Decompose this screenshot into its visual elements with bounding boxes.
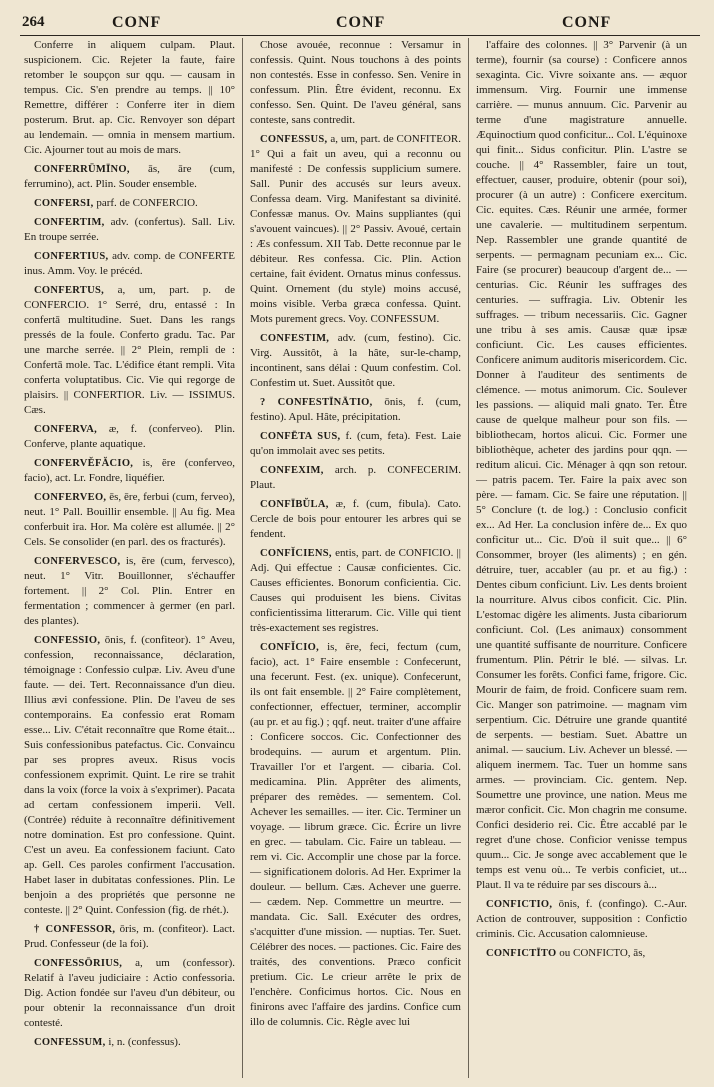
entry-definition: i, n. (confessus). <box>108 1036 181 1048</box>
entry-definition: a, um, part. p. de CONFERCIO. 1° Serré, dru, entassé : In confertā multitudine. Suet. Dans les rangs pressés de la foule. Conferto gradu. Tac. Par une marche serrée. || 2° Plein, rempli de : Confertā mole. Tac. L'édifice étant rempli. Vita conferta voluptatibus. Cic. Vie qui regorge de plaisirs. || CONFERTIOR. Liv. — ISSIMUS. Cæs. <box>24 284 235 416</box>
dictionary-entry <box>250 331 461 391</box>
dictionary-entry <box>250 429 461 459</box>
entry-definition: f. (cum, feta). Fest. Laie qu'on immolait avec ses petits. <box>250 430 461 457</box>
entry-headword: CONFERSI, <box>34 198 94 209</box>
column-divider <box>242 38 243 1078</box>
dictionary-entry <box>250 546 461 636</box>
entry-definition: arch. p. CONFECERIM. Plaut. <box>250 464 461 491</box>
running-head-center: CONF <box>336 14 386 31</box>
entry-headword: CONFERTIM, <box>34 217 105 228</box>
entry-definition: adv. (confertus). Sall. Liv. En troupe serrée. <box>24 216 235 243</box>
dictionary-entry <box>24 490 235 550</box>
column-divider <box>468 38 469 1078</box>
entry-headword: CONFERVA, <box>34 424 98 435</box>
dictionary-entry <box>24 283 235 418</box>
entry-headword: CONFĪBŬLA, <box>260 499 329 510</box>
entry-definition: æ, f. (conferveo). Plin. Conferve, plante aquatique. <box>24 423 235 450</box>
entry-headword: CONFERVESCO, <box>34 556 121 567</box>
page-number: 264 <box>22 14 45 30</box>
entry-definition: a, um (confessor). Relatif à l'aveu judiciaire : Actio confessoria. Dig. Action fondée sur l'aveu d'un débiteur, ou pour obtenir la reconnaissance d'un droit contesté. <box>24 957 235 1029</box>
entry-definition: Chose avouée, reconnue : Versamur in confessis. Quint. Nous touchons à des points non contestés. Esse in confesso. Sen. Venire in confessum. Plin. Être évident, reconnu. Ex confesso. Sen. Quint. De l'aveu général, sans conteste, sans contredit. <box>250 39 461 126</box>
entry-headword: ? CONFESTĪNĀTIO, <box>260 397 373 408</box>
dictionary-entry <box>250 38 461 128</box>
column-2 <box>250 38 461 1078</box>
entry-headword: CONFESSŌRIUS, <box>34 958 123 969</box>
dictionary-entry <box>24 922 235 952</box>
entry-headword: CONFERRŪMĪNO, <box>34 164 130 175</box>
dictionary-entry <box>476 946 687 961</box>
entry-headword: CONFICTĪTO <box>486 948 557 959</box>
entry-headword: CONFERTUS, <box>34 285 105 296</box>
dictionary-entry <box>24 456 235 486</box>
dictionary-entry <box>250 395 461 425</box>
entry-headword: CONFERVEO, <box>34 492 107 503</box>
entry-headword: CONFĬCIENS, <box>260 548 332 559</box>
entry-definition: ou CONFICTO, ās, <box>559 947 646 959</box>
entry-definition: ēs, ēre, ferbui (cum, ferveo), neut. 1° Pall. Bouillir ensemble. || Au fig. Mea conferbuit ira. Hor. Ma colère est allumée. || 2° Cels. Se consolider (en parl. des os fracturés). <box>24 491 235 548</box>
entry-headword: † CONFESSOR, <box>34 924 116 935</box>
entry-headword: CONFEXIM, <box>260 465 324 476</box>
dictionary-entry <box>24 422 235 452</box>
dictionary-entry <box>24 249 235 279</box>
dictionary-entry <box>24 38 235 158</box>
column-3 <box>476 38 687 1078</box>
dictionary-entry <box>476 897 687 942</box>
header-rule <box>20 35 700 36</box>
entry-headword: CONFESSIO, <box>34 635 101 646</box>
entry-definition: adv. comp. de CONFERTE inus. Amm. Voy. le précéd. <box>24 250 235 277</box>
entry-definition: is, ĕre (cum, fervesco), neut. 1° Vitr. Bouillonner, s'échauffer fortement. || 2° Col. Plin. Entrer en fermentation ; commencer à germer (en parl. des plantes). <box>24 555 235 627</box>
dictionary-entry <box>250 132 461 327</box>
column-1 <box>24 38 235 1078</box>
running-head-left: CONF <box>112 14 162 31</box>
page-header <box>0 6 714 36</box>
dictionary-entry <box>250 497 461 542</box>
entry-definition: ōnis, f. (confiteor). 1° Aveu, confession, reconnaissance, déclaration, témoignage : Confessio culpæ. Liv. Aveu d'une faute. — dei. Tert. Reconnaissance d'un dieu. Illius ævi confessione. Plin. De l'aveu de ses contemporains. Ea confessio erat Romam esse... Liv. C'était reconnaître que Rome était... Suis confessionibus patefactus. Cic. Convaincu par ses propres aveux. Risus vocis confessionem exprimit. Quint. Le rire se trahit dans la voix (force la voix à s'exprimer). Pacata ad certam confessionem imperii. Vell. (Contrée) réduite à reconnaître définitivement notre domination. Est pro confessione. Quint. C'est un aveu. Ea confessionem faciunt. Cato ap. Gell. Ces paroles confirment l'accusation. Habet laser in dubitatas confessiones. Plin. Le benjoin a des propriétés que personne ne conteste. || 2° Quint. Confession (fig. de rhét.). <box>24 634 235 916</box>
dictionary-entry <box>250 463 461 493</box>
dictionary-entry <box>250 640 461 1030</box>
dictionary-entry <box>24 196 235 211</box>
entry-definition: is, ĕre, feci, fectum (cum, facio), act. 1° Faire ensemble : Confecerunt, una fecerunt. Fest. (ex. unique). Confecerunt, ils ont fait ensemble. || 2° Faire complètement, confectionner, effectuer, terminer, accomplir (au pr. et au fig.) ; qqf. neut. traiter d'une affaire : Conficere soccos. Cic. Confectionner des brodequins. — aurum et argentum. Plin. Travailler l'or et l'argent. — cibaria. Col. medicamina. Plin. Apprêter des aliments, préparer des remèdes. — sementem. Col. Achever les semailles. — iter. Cic. Terminer un voyage. — librum græce. Cic. Écrire un livre en grec. — tabulam. Cic. Faire un tableau. — rem vi. Cic. Accomplir une chose par la force. — significationem doloris. Ad Her. Exprimer la douleur. — bellum. Cæs. Achever une guerre. — cædem. Nep. Commettre un meurtre. — mandata. Cic. Sall. Exécuter des ordres, s'acquitter d'une mission. — nuptias. Ter. Suet. Célébrer des noces. — pactiones. Cic. Faire des traités, des conventions. Præco conficit pretium. Cic. Le crieur arrête le prix de l'enchère. Conficimus hortos. Cic. Nous en finirons avec l'affaire des jardins. Confice cum illo de columnis. Cic. Règle avec lui <box>250 641 461 1028</box>
entry-definition: entis, part. de CONFICIO. || Adj. Qui effectue : Causæ conficientes. Cic. Causes efficientes. Bonorum conficientia. Cic. Causes qui produisent les biens. Civitas conficientissima litterarum. Cic. Ville qui tient très-exactement ses registres. <box>250 547 461 634</box>
entry-definition: adv. (cum, festino). Cic. Virg. Aussitôt, à la hâte, sur-le-champ, incontinent, sans délai : Quum confestim. Col. Confestim ut. Suet. Aussitôt que. <box>250 332 461 389</box>
dictionary-entry <box>24 633 235 918</box>
dictionary-entry <box>24 956 235 1031</box>
entry-headword: CONFERVĔFĂCIO, <box>34 458 134 469</box>
entry-definition: ōnis, f. (cum, festino). Apul. Hâte, précipitation. <box>250 396 461 423</box>
running-head-right: CONF <box>562 14 612 31</box>
dictionary-entry <box>24 554 235 629</box>
dictionary-entry <box>24 162 235 192</box>
text-columns <box>24 38 696 1078</box>
entry-definition: parf. de CONFERCIO. <box>96 197 198 209</box>
entry-headword: CONFĬCIO, <box>260 642 319 653</box>
entry-definition: ōnis, f. (confingo). C.-Aur. Action de controuver, supposition : Confictio criminis. Cic. Accusation calomnieuse. <box>476 898 687 940</box>
entry-definition: l'affaire des colonnes. || 3° Parvenir (à un terme), fournir (sa course) : Conficere annos sexaginta. Cic. Vivre soixante ans. — æquor immensum. Virg. Fournir une immense carrière. — munus annuum. Cic. Parvenir au terme d'une magistrature annuelle. Æquinoctium quod conficitur... Col. L'équinoxe qui finit... Sidus conficitur. Plin. L'astre se couche. || 4° Rassembler, faire un tout, effectuer, causer, produire, obtenir (pour soi), procurer (à un autre) : Conficere exercitum. Cic. equites. Cæs. Réunir une armée, former une cavalerie. — multitudinem serpentum. Nep. Rassembler une grande quantité de serpents. — permagnam pecuniam ex... Cic. Faire (se procurer) beaucoup d'argent de... — centurias. Cic. Réunir les suffrages des centuries. — suffragia. Liv. Obtenir les suffrages. — tribum necessariis. Cic. Gagner une tribu à ses amis. Causæ quæ ipsæ conficiunt. Cic. Les causes efficientes. Conficere animum auditoris misericordem. Cic. Donner à l'auditeur des sentiments de clémence. — motus animorum. Cic. Soulever les passions. — aliquid mali gnato. Ter. Être cause de quelque malheur pour son fils. — bibliothecam, hortos alicui. Cic. Former une bibliothèque, acheter des jardins pour qqn. — reditum alicui. Cic. Ménager à qqn son retour. — patris pacem. Ter. Faire la paix avec son père. — famam. Cic. Se faire une réputation. || 5° Conclure (t. de log.) : Conclusio conficit ex... Ad Her. La conclusion infère de... Ex quo conficitur ut... Cic. D'où il suit que... || 6° Consommer, broyer (les aliments) ; en gén. détruire, tuer, accabler (au pr. et au fig.) : Dentes cibum conficiunt. Liv. Les dents broient la nourriture. Alvus cibos conficit. Cic. Plin. L'estomac digère les aliments. Justa cibariorum conficiunt. Col. (Les animaux) consomment une quantité suffisante de nourriture. Conficere frumentum. Plin. Pétrir le blé. — silvas. Lr. Consumer les forêts. Confici fame, frigore. Cic. Mourir de faim, de froid. Conficere suam rem. Cic. Manger son patrimoine. — magnam vim serpentium. Cic. Détruire une grande quantité de serpents. — bestiam. Suet. Abattre un animal. — saucium. Liv. Achever un blessé. — aliquem inermem. Tac. Tuer un homme sans armes. — provinciam. Cic. gentem. Nep. Soumettre une province, une nation. Meus me mæror conficit. Cic. Mon chagrin me consume. Confici desiderio rei. Cic. Être accablé par le regret d'une chose. Conficior venisse tempus quum... Cic. Je songe avec accablement que le temps est venu où... Te verbis conficiet, ut... Plaut. Il va te réduire par ses discours à... <box>476 39 687 891</box>
entry-headword: CONFERTIUS, <box>34 251 109 262</box>
entry-headword: CONFESTIM, <box>260 333 330 344</box>
entry-definition: æ, f. (cum, fibula). Cato. Cercle de bois pour entourer les arbres qui se fendent. <box>250 498 461 540</box>
dictionary-entry <box>476 38 687 893</box>
dictionary-entry <box>24 215 235 245</box>
entry-headword: CONFESSUS, <box>260 134 328 145</box>
entry-headword: CONFICTIO, <box>486 899 553 910</box>
entry-definition: Conferre in aliquem culpam. Plaut. suspicionem. Cic. Rejeter la faute, faire retomber le soupçon sur qqu. — causam in tempus. Cic. S'en prendre au temps. || 10° Remettre, différer : Conferre iter in diem posterum. Brut. ap. Cic. Renvoyer son départ au lendemain. — omnia in mensem martium. Cic. Ajourner tout au mois de mars. <box>24 39 235 156</box>
entry-definition: a, um, part. de CONFITEOR. 1° Qui a fait un aveu, qui a reconnu ou manifesté : De confessis supplicium sumere. Sall. Punir des accusés sur leurs aveux. Confessa deam. Virg. Manifestant sa divinité. Confessæ manus. Ov. Mains suppliantes (qui s'avouent vaincues). || 2° Passiv. Avoué, certain : Æs confessum. XII Tab. Dette reconnue par le débiteur. Res confessa. Cic. Plin. Action certaine, fait évident. Ornatus minus confessus. Quint. Ornement (du style) moins accusé, moins visible. Verba græca confessa. Quint. Mots purement grecs. Voy. CONFESSUM. <box>250 133 461 325</box>
dictionary-entry <box>24 1035 235 1050</box>
entry-definition: is, ĕre (conferveo, facio), act. Lr. Fondre, liquéfier. <box>24 457 235 484</box>
entry-definition: ās, āre (cum, ferrumino), act. Plin. Souder ensemble. <box>24 163 235 190</box>
entry-headword: CONFĒTA SUS, <box>260 431 341 442</box>
entry-headword: CONFESSUM, <box>34 1037 106 1048</box>
entry-definition: ōris, m. (confiteor). Lact. Prud. Confesseur (de la foi). <box>24 923 235 950</box>
